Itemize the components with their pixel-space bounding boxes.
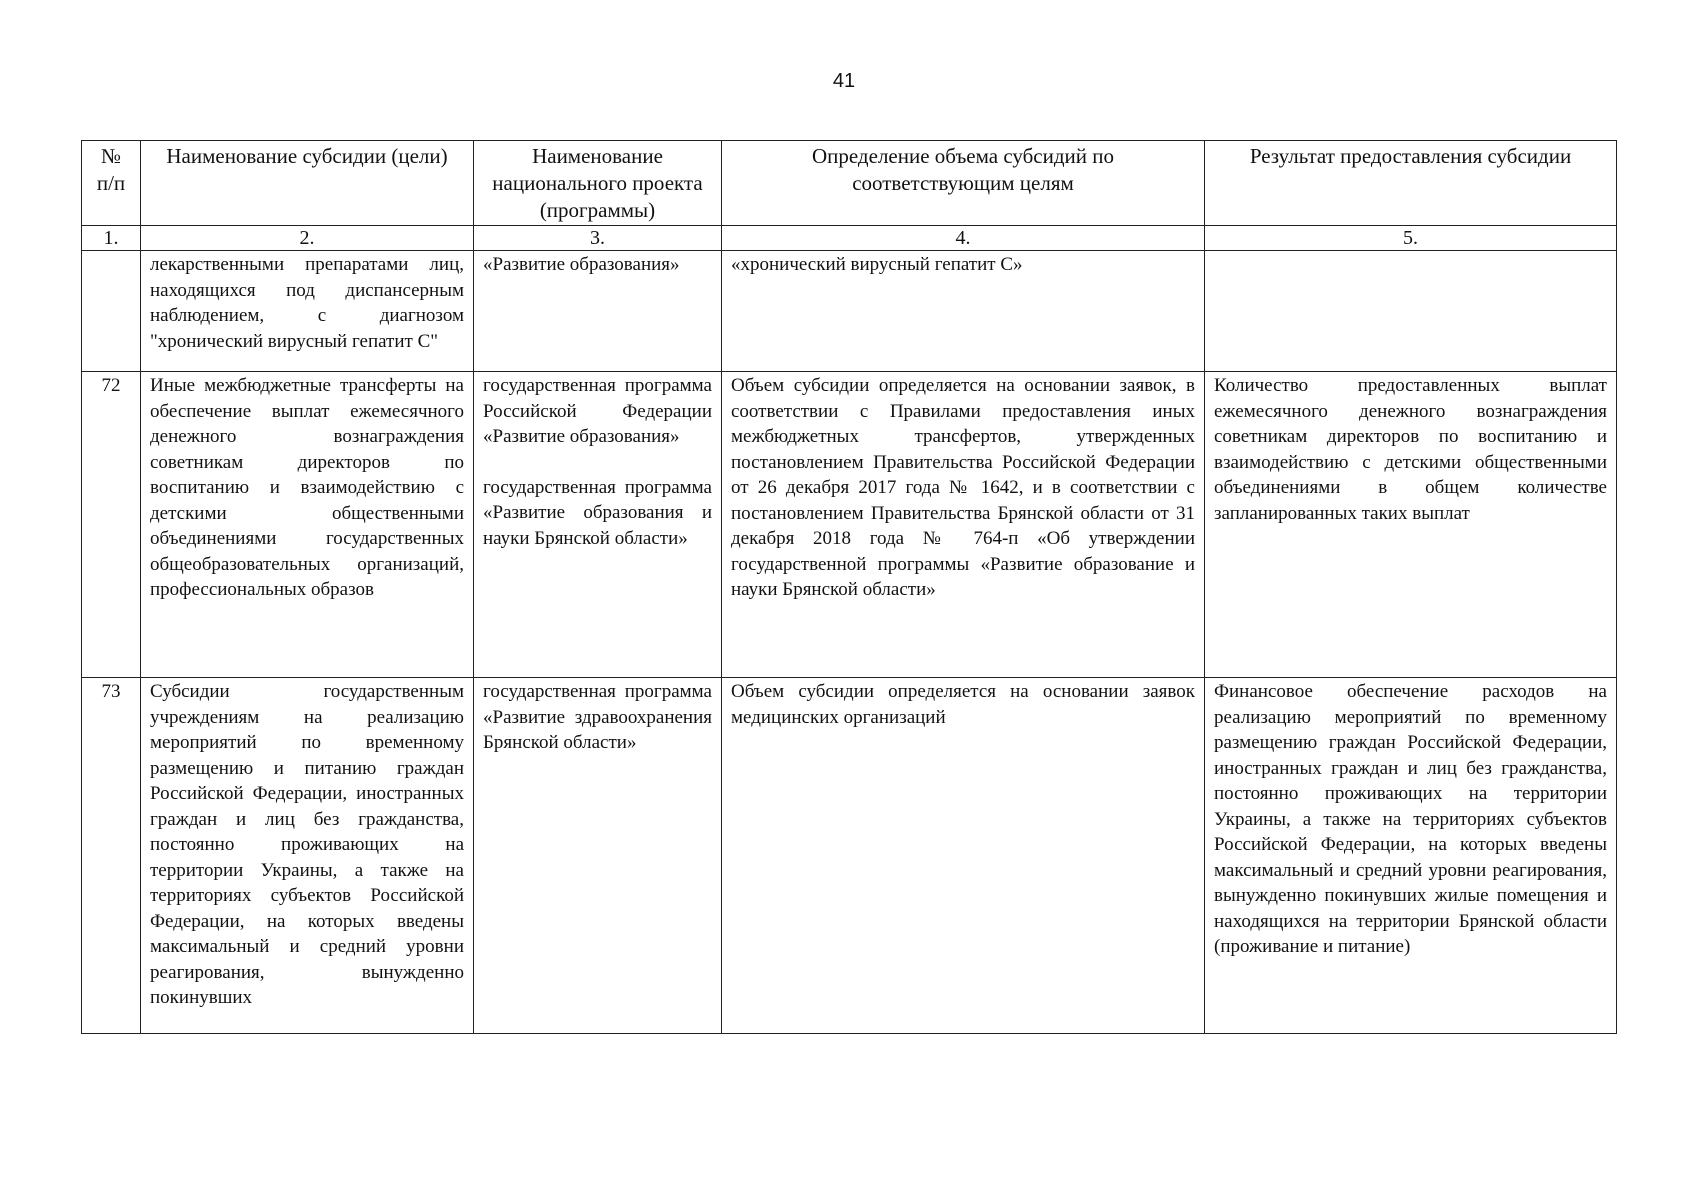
volume-cell: Объем субсидии определяется на основании заявок медицинских организаций — [722, 678, 1205, 1034]
table-row — [82, 251, 1617, 372]
volume-cell: Объем субсидии определяется на основании заявок, в соответствии с Правилами предоставления иных межбюджетных трансфертов, утвержденных постановлением Правительства Российской Федерации от 26 декабря 2017 года № 1642, и в соответствии с постановлением Правительства Брянской области от 31 декабря 2018 года № 764-п «Об утверждении государственной программы «Развитие образование и науки Брянской области» — [722, 372, 1205, 678]
page-number: 41 — [832, 70, 856, 92]
header-num: № п/п — [82, 141, 141, 226]
header-subsidy-name: Наименование субсидии (цели) — [141, 141, 474, 226]
table-row — [82, 678, 1617, 1034]
row-number — [82, 251, 141, 372]
result-cell: Финансовое обеспечение расходов на реализацию мероприятий по временному размещению граждан Российской Федерации, иностранных граждан и лиц без гражданства, постоянно проживающих на территории Украины, а также на территориях субъектов Российской Федерации, на которых введены максимальный и средний уровни реагирования, вынужденно покинувших жилые помещения и находящихся на территории Брянской области (проживание и питание) — [1205, 678, 1617, 1034]
row-number: 72 — [82, 372, 141, 678]
subsidy-name-cell: Субсидии государственным учреждениям на реализацию мероприятий по временному размещению и питанию граждан Российской Федерации, иностранных граждан и лиц без гражданства, постоянно проживающих на территории Украины, а также на территориях субъектов Российской Федерации, на которых введены максимальный и средний уровни реагирования, вынужденно покинувших — [141, 678, 474, 1034]
header-volume: Определение объема субсидий по соответствующим целям — [722, 141, 1205, 226]
project-cell — [474, 372, 722, 678]
column-number: 1. — [82, 226, 141, 251]
project-cell — [474, 251, 722, 372]
volume-cell: «хронический вирусный гепатит С» — [722, 251, 1205, 372]
header-project: Наименование национального проекта (программы) — [474, 141, 722, 226]
subsidy-name-cell: лекарственными препаратами лиц, находящихся под диспансерным наблюдением, с диагнозом "хронический вирусный гепатит С" — [141, 251, 474, 372]
subsidy-name-cell: Иные межбюджетные трансферты на обеспечение выплат ежемесячного денежного вознаграждения советникам директоров по воспитанию и взаимодействию с детскими общественными объединениями государственных общеобразовательных организаций, профессиональных образов — [141, 372, 474, 678]
result-cell — [1205, 251, 1617, 372]
project-text: государственная программа «Развитие здравоохранения Брянской области» — [483, 681, 712, 753]
project-gap — [483, 450, 712, 475]
result-cell: Количество предоставленных выплат ежемесячного денежного вознаграждения советникам директоров по воспитанию и взаимодействию с детскими общественными объединениями в общем количестве запланированных таких выплат — [1205, 372, 1617, 678]
table-header-row — [82, 141, 1617, 226]
project-text: государственная программа Российской Федерации «Развитие образования» — [483, 375, 712, 447]
column-number: 4. — [722, 226, 1205, 251]
project-cell — [474, 678, 722, 1034]
subsidy-table — [81, 140, 1617, 1034]
header-result: Результат предоставления субсидии — [1205, 141, 1617, 226]
project-text: «Развитие образования» — [483, 254, 680, 275]
project-extra-text: государственная программа «Развитие образования и науки Брянской области» — [483, 476, 712, 549]
column-number-row — [82, 226, 1617, 251]
column-number: 2. — [141, 226, 474, 251]
row-number: 73 — [82, 678, 141, 1034]
table-row — [82, 372, 1617, 678]
column-number: 5. — [1205, 226, 1617, 251]
column-number: 3. — [474, 226, 722, 251]
